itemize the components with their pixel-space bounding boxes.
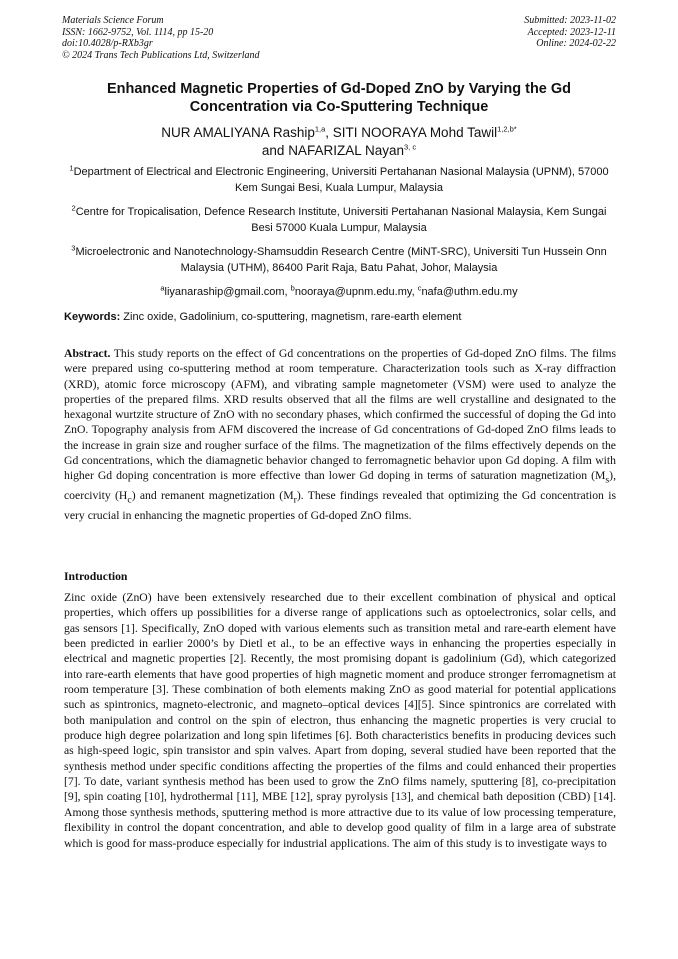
author-3: NAFARIZAL Nayan xyxy=(288,143,404,158)
email-a[interactable]: liyanaraship@gmail.com, xyxy=(164,286,291,298)
abstract xyxy=(64,346,616,523)
journal-name: Materials Science Forum xyxy=(62,15,164,26)
keywords-text: Zinc oxide, Gadolinium, co-sputtering, magnetism, rare-earth element xyxy=(120,311,462,323)
affiliation-1-num: 1 xyxy=(69,163,74,173)
email-c-sup: c xyxy=(417,283,422,293)
affiliation-1 xyxy=(60,165,618,196)
author-3-sup: 3, c xyxy=(403,142,417,152)
affiliation-3 xyxy=(60,245,618,276)
email-line xyxy=(60,285,618,301)
abstract-text-4: ). These findings revealed that optimizing the Gd concentration is very crucial in enhancing the magnetic properties of Gd-doped ZnO films. xyxy=(64,489,616,522)
email-a-sup: a xyxy=(160,283,165,293)
submitted-date: Submitted: 2023-11-02 xyxy=(524,15,616,26)
author-1-sup: 1,a xyxy=(314,124,326,134)
author-and: and xyxy=(261,143,289,158)
abstract-text-2: ), coercivity (H xyxy=(64,469,616,502)
author-2: SITI NOORAYA Mohd Tawil xyxy=(332,125,498,140)
email-c[interactable]: nafa@uthm.edu.my xyxy=(421,286,518,298)
affiliations xyxy=(60,165,618,310)
sub-c: c xyxy=(127,494,132,506)
affiliation-2 xyxy=(60,205,618,236)
affiliation-1-text: Department of Electrical and Electronic Engineering, Universiti Pertahanan Nasional Malaysia (UPNM), 57000 Kem Sungai Besi, Kuala Lumpur, Malaysia xyxy=(73,166,609,194)
journal-header xyxy=(62,15,260,61)
keywords xyxy=(64,310,616,324)
email-b-sup: b xyxy=(290,283,295,293)
doi-line: doi:10.4028/p-RXb3gr xyxy=(62,38,153,50)
author-list xyxy=(60,124,618,160)
author-2-sup: 1,2,b* xyxy=(497,124,517,134)
affiliation-2-text: Centre for Tropicalisation, Defence Research Institute, Universiti Pertahanan Nasional Malaysia, Kem Sungai Besi 57000 Kuala Lumpur, Malaysia xyxy=(75,206,607,234)
dates-header xyxy=(524,15,616,50)
introduction-heading: Introduction xyxy=(64,570,128,583)
keywords-label: Keywords: xyxy=(64,311,121,323)
sub-r: r xyxy=(293,494,297,506)
copyright-line: © 2024 Trans Tech Publications Ltd, Switzerland xyxy=(62,49,260,61)
author-separator: , xyxy=(325,125,333,140)
email-b[interactable]: nooraya@upnm.edu.my, xyxy=(294,286,418,298)
affiliation-3-num: 3 xyxy=(71,243,76,253)
issn-line: ISSN: 1662-9752, Vol. 1114, pp 15-20 xyxy=(62,26,214,38)
sub-s: s xyxy=(605,474,610,486)
introduction-text: Zinc oxide (ZnO) have been extensively researched due to their excellent combination of physical and optical properties, which offers up possibilities for a diverse range of applications such as optoelectronics, solar cells, and gas sensors [1]. Specifically, ZnO doped with various elements such as transition metal and rare-earth element have been predicted in earlier 2000’s by Dietl et al., to be an effective ways in enhancing the properties especially in electrical and magnetic properties [2]. Recently, the most promising dopant is gadolinium (Gd), which categorized into rare-earth elements that have good properties of high magnetic moment and produce stronger ferromagnetism at room temperature [3]. These combination of both elements making ZnO as good material for potential applications such as spintronics, magneto-electronic, and magneto–optical devices [4][5]. Since spintronics are correlated with both manipulation and control on the spin of electron, thus enhancing the magnetic properties is very crucial to produce high degree polarization and long spin lifetimes [6]. Both characteristics benefits in producing devices such as high-speed logic, spin transistor and spin valves. Apart from doping, several studied have been reported that the synthesis method under specific conditions affecting the properties of the films and could enhanced their properties [7]. To date, variant synthesis method has been used to grow the ZnO films namely, sputtering [8], co-precipitation [9], spin coating [10], hydrothermal [11], MBE [12], spray pyrolysis [13], and chemical bath deposition (CBD) [14]. Among those synthesis methods, sputtering method is more attractive due to its value of low processing temperature, flexibility in control the dopant concentration, and able to develop good quality of film in a large area of substrate which is good for mass-produce especially for industrial applications. The aim of this study is to investigate ways to xyxy=(64,591,616,850)
abstract-label: Abstract. xyxy=(64,347,111,360)
accepted-date: Accepted: 2023-12-11 xyxy=(527,26,616,38)
author-1: NUR AMALIYANA Raship xyxy=(161,125,315,140)
paper-title: Enhanced Magnetic Properties of Gd-Doped ZnO by Varying the Gd Concentration via Co-Sputtering Technique xyxy=(106,81,572,115)
affiliation-3-text: Microelectronic and Nanotechnology-Shamsuddin Research Centre (MiNT-SRC), Universiti Tun Hussein Onn Malaysia (UTHM), 86400 Parit Raja, Batu Pahat, Johor, Malaysia xyxy=(75,246,607,274)
affiliation-2-num: 2 xyxy=(71,203,76,213)
abstract-text-1: This study reports on the effect of Gd concentrations on the properties of Gd-doped ZnO films. The films were prepared using co-sputtering method at room temperature. Characterization tools such as X-ray diffraction (XRD), atomic force microscopy (AFM), and vibrating sample magnetometer (VSM) were used to analyze the properties of the prepared films. XRD results observed that all the films are well crystalline and designated to the hexagonal wurtzite structure of ZnO with no secondary phases, which confirmed the successful of doping the Gd into ZnO. Topography analysis from AFM discovered the increase of Gd concentrations of Gd-doped ZnO films leads to the increase in grain size and rougher surface of the films. The magnetization of the films effectively depends on the Gd concentrations, which the diamagnetic behavior changed to ferromagnetic behavior upon Gd doping. A film with higher Gd doping concentration is more effective than lower Gd doping in terms of saturation magnetization (M xyxy=(64,347,616,483)
abstract-text-3: ) and remanent magnetization (M xyxy=(131,489,294,502)
online-date: Online: 2024-02-22 xyxy=(536,38,616,50)
